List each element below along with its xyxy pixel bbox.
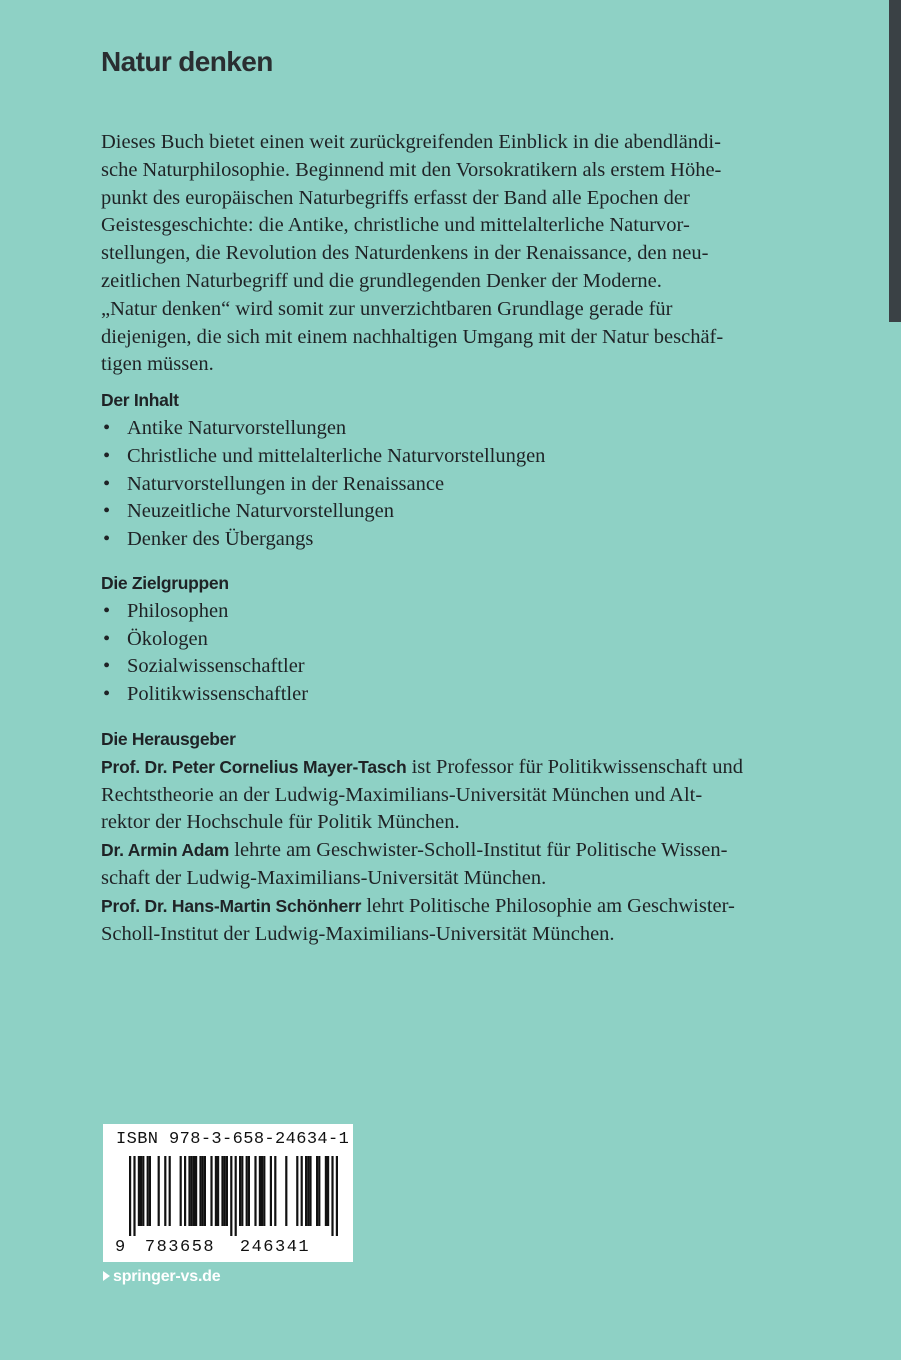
list-item <box>101 443 791 471</box>
editor-bio <box>101 893 791 949</box>
list-item-text: Christliche und mittelalterliche Naturvorstellungen <box>127 444 546 467</box>
editor-bio-line: lehrte am Geschwister-Scholl-Institut für Politische Wissen- <box>229 839 728 862</box>
bullet-icon: • <box>103 599 111 622</box>
book-title: Natur denken <box>101 46 273 77</box>
barcode-bar <box>204 1156 206 1226</box>
intro-line: diejenigen, die sich mit einem nachhaltigen Umgang mit der Natur beschäf- <box>101 325 724 348</box>
barcode-bar <box>246 1156 248 1226</box>
barcode-digit-prefix: 9 <box>115 1238 126 1256</box>
list-item <box>101 598 791 626</box>
bullet-icon: • <box>103 500 111 523</box>
arrow-right-icon <box>103 1271 110 1281</box>
inhalt-list <box>101 415 791 554</box>
barcode-bar <box>158 1156 160 1226</box>
barcode-bar <box>191 1156 193 1226</box>
intro-line: „Natur denken“ wird somit zur unverzichtbaren Grundlage gerade für <box>101 297 673 320</box>
isbn-barcode <box>103 1124 353 1262</box>
editor-bio-line: Scholl-Institut der Ludwig-Maximilians-Universität München. <box>101 922 615 945</box>
barcode-bar <box>325 1156 327 1226</box>
zielgruppen-list <box>101 598 791 709</box>
list-item <box>101 471 791 499</box>
barcode-bar <box>169 1156 171 1226</box>
barcode-bar <box>327 1156 329 1226</box>
barcode-bar <box>270 1156 272 1226</box>
barcode-bar <box>224 1156 226 1226</box>
intro-line: Geistesgeschichte: die Antike, christliche und mittelalterliche Naturvor- <box>101 214 690 237</box>
isbn-label: ISBN 978-3-658-24634-1 <box>116 1130 350 1149</box>
spine-bar <box>889 0 901 322</box>
editor-bio-line: Rechtstheorie an der Ludwig-Maximilians-Universität München und Alt- <box>101 783 703 806</box>
bullet-icon: • <box>103 655 111 678</box>
bullet-icon: • <box>103 528 111 551</box>
barcode-bar <box>248 1156 250 1226</box>
intro-line: tigen müssen. <box>101 353 214 376</box>
list-item <box>101 498 791 526</box>
barcode-guard-bar <box>230 1156 232 1236</box>
barcode-guard-bar <box>129 1156 131 1236</box>
barcode-bar <box>307 1156 309 1226</box>
herausgeber-heading: Die Herausgeber <box>101 728 236 749</box>
barcode-bar <box>305 1156 307 1226</box>
barcode-bar <box>180 1156 182 1226</box>
editor-name: Dr. Armin Adam <box>101 840 230 861</box>
barcode-digits-right: 246341 <box>239 1238 311 1256</box>
list-item-text: Ökologen <box>127 627 208 650</box>
barcode-bar <box>254 1156 256 1226</box>
barcode-bar <box>215 1156 217 1226</box>
barcode-bar <box>188 1156 190 1226</box>
barcode-bar <box>147 1156 149 1226</box>
intro-line: Dieses Buch bietet einen weit zurückgreifenden Einblick in die abendländi- <box>101 131 721 153</box>
inhalt-heading: Der Inhalt <box>101 390 179 411</box>
bullet-icon: • <box>103 416 111 439</box>
barcode-guard-bar <box>133 1156 135 1236</box>
barcode-bar <box>274 1156 276 1226</box>
barcode-bar <box>149 1156 151 1226</box>
barcode-bar <box>318 1156 320 1226</box>
barcode-bar <box>199 1156 201 1226</box>
barcode-bar <box>193 1156 195 1226</box>
barcode-bar <box>184 1156 186 1226</box>
editor-bio-line: schaft der Ludwig-Maximilians-Universität München. <box>101 866 547 889</box>
barcode-bar <box>316 1156 318 1226</box>
list-item-text: Sozialwissenschaftler <box>127 655 305 678</box>
barcode-bar <box>241 1156 243 1226</box>
barcode-bar <box>210 1156 212 1226</box>
barcode-guard-bar <box>336 1156 338 1236</box>
barcode-bar <box>261 1156 263 1226</box>
editor-name: Prof. Dr. Peter Cornelius Mayer-Tasch <box>101 756 407 777</box>
barcode-bar <box>202 1156 204 1226</box>
intro-line: stellungen, die Revolution des Naturdenkens in der Renaissance, den neu- <box>101 242 709 265</box>
editor-name: Prof. Dr. Hans-Martin Schönherr <box>101 895 362 916</box>
list-item-text: Denker des Übergangs <box>127 528 314 551</box>
intro-line: sche Naturphilosophie. Beginnend mit den Vorsokratikern als erstem Höhe- <box>101 158 722 181</box>
editor-bio-line: rektor der Hochschule für Politik München. <box>101 811 460 834</box>
barcode-bar <box>309 1156 311 1226</box>
list-item-text: Politikwissenschaftler <box>127 683 309 706</box>
list-item <box>101 653 791 681</box>
bullet-icon: • <box>103 627 111 650</box>
barcode-bar <box>217 1156 219 1226</box>
bullet-icon: • <box>103 683 111 706</box>
barcode-guard-bar <box>331 1156 333 1236</box>
barcode-bar <box>263 1156 265 1226</box>
list-item <box>101 526 791 554</box>
barcode-digits-left: 783658 <box>144 1238 216 1256</box>
editor-bio-line: lehrt Politische Philosophie am Geschwister- <box>361 894 735 917</box>
barcode-graphic <box>111 1156 347 1256</box>
barcode-bar <box>164 1156 166 1226</box>
editor-bio <box>101 754 791 837</box>
barcode-bar <box>195 1156 197 1226</box>
list-item-text: Philosophen <box>127 599 229 622</box>
list-item <box>101 626 791 654</box>
barcode-bar <box>296 1156 298 1226</box>
website-label: springer-vs.de <box>113 1268 221 1285</box>
barcode-bar <box>239 1156 241 1226</box>
barcode-bar <box>226 1156 228 1226</box>
list-item-text: Naturvorstellungen in der Renaissance <box>127 472 445 495</box>
bullet-icon: • <box>103 472 111 495</box>
barcode-bar <box>259 1156 261 1226</box>
bullet-icon: • <box>103 444 111 467</box>
list-item <box>101 681 791 709</box>
back-cover-text <box>101 129 791 948</box>
barcode-bar <box>221 1156 223 1226</box>
barcode-bar <box>140 1156 142 1226</box>
editor-bio-line: ist Professor für Politikwissenschaft und <box>406 755 743 778</box>
list-item-text: Antike Naturvorstellungen <box>127 416 347 439</box>
editor-bio <box>101 837 791 893</box>
list-item <box>101 415 791 443</box>
publisher-website[interactable] <box>103 1268 220 1286</box>
barcode-bar <box>142 1156 144 1226</box>
intro-paragraph <box>101 129 791 379</box>
barcode-bar <box>301 1156 303 1226</box>
barcode-bar <box>285 1156 287 1226</box>
intro-line: zeitlichen Naturbegriff und die grundlegenden Denker der Moderne. <box>101 269 662 292</box>
barcode-bar <box>138 1156 140 1226</box>
intro-line: punkt des europäischen Naturbegriffs erfasst der Band alle Epochen der <box>101 186 690 209</box>
zielgruppen-heading: Die Zielgruppen <box>101 572 229 593</box>
list-item-text: Neuzeitliche Naturvorstellungen <box>127 500 394 523</box>
barcode-guard-bar <box>235 1156 237 1236</box>
